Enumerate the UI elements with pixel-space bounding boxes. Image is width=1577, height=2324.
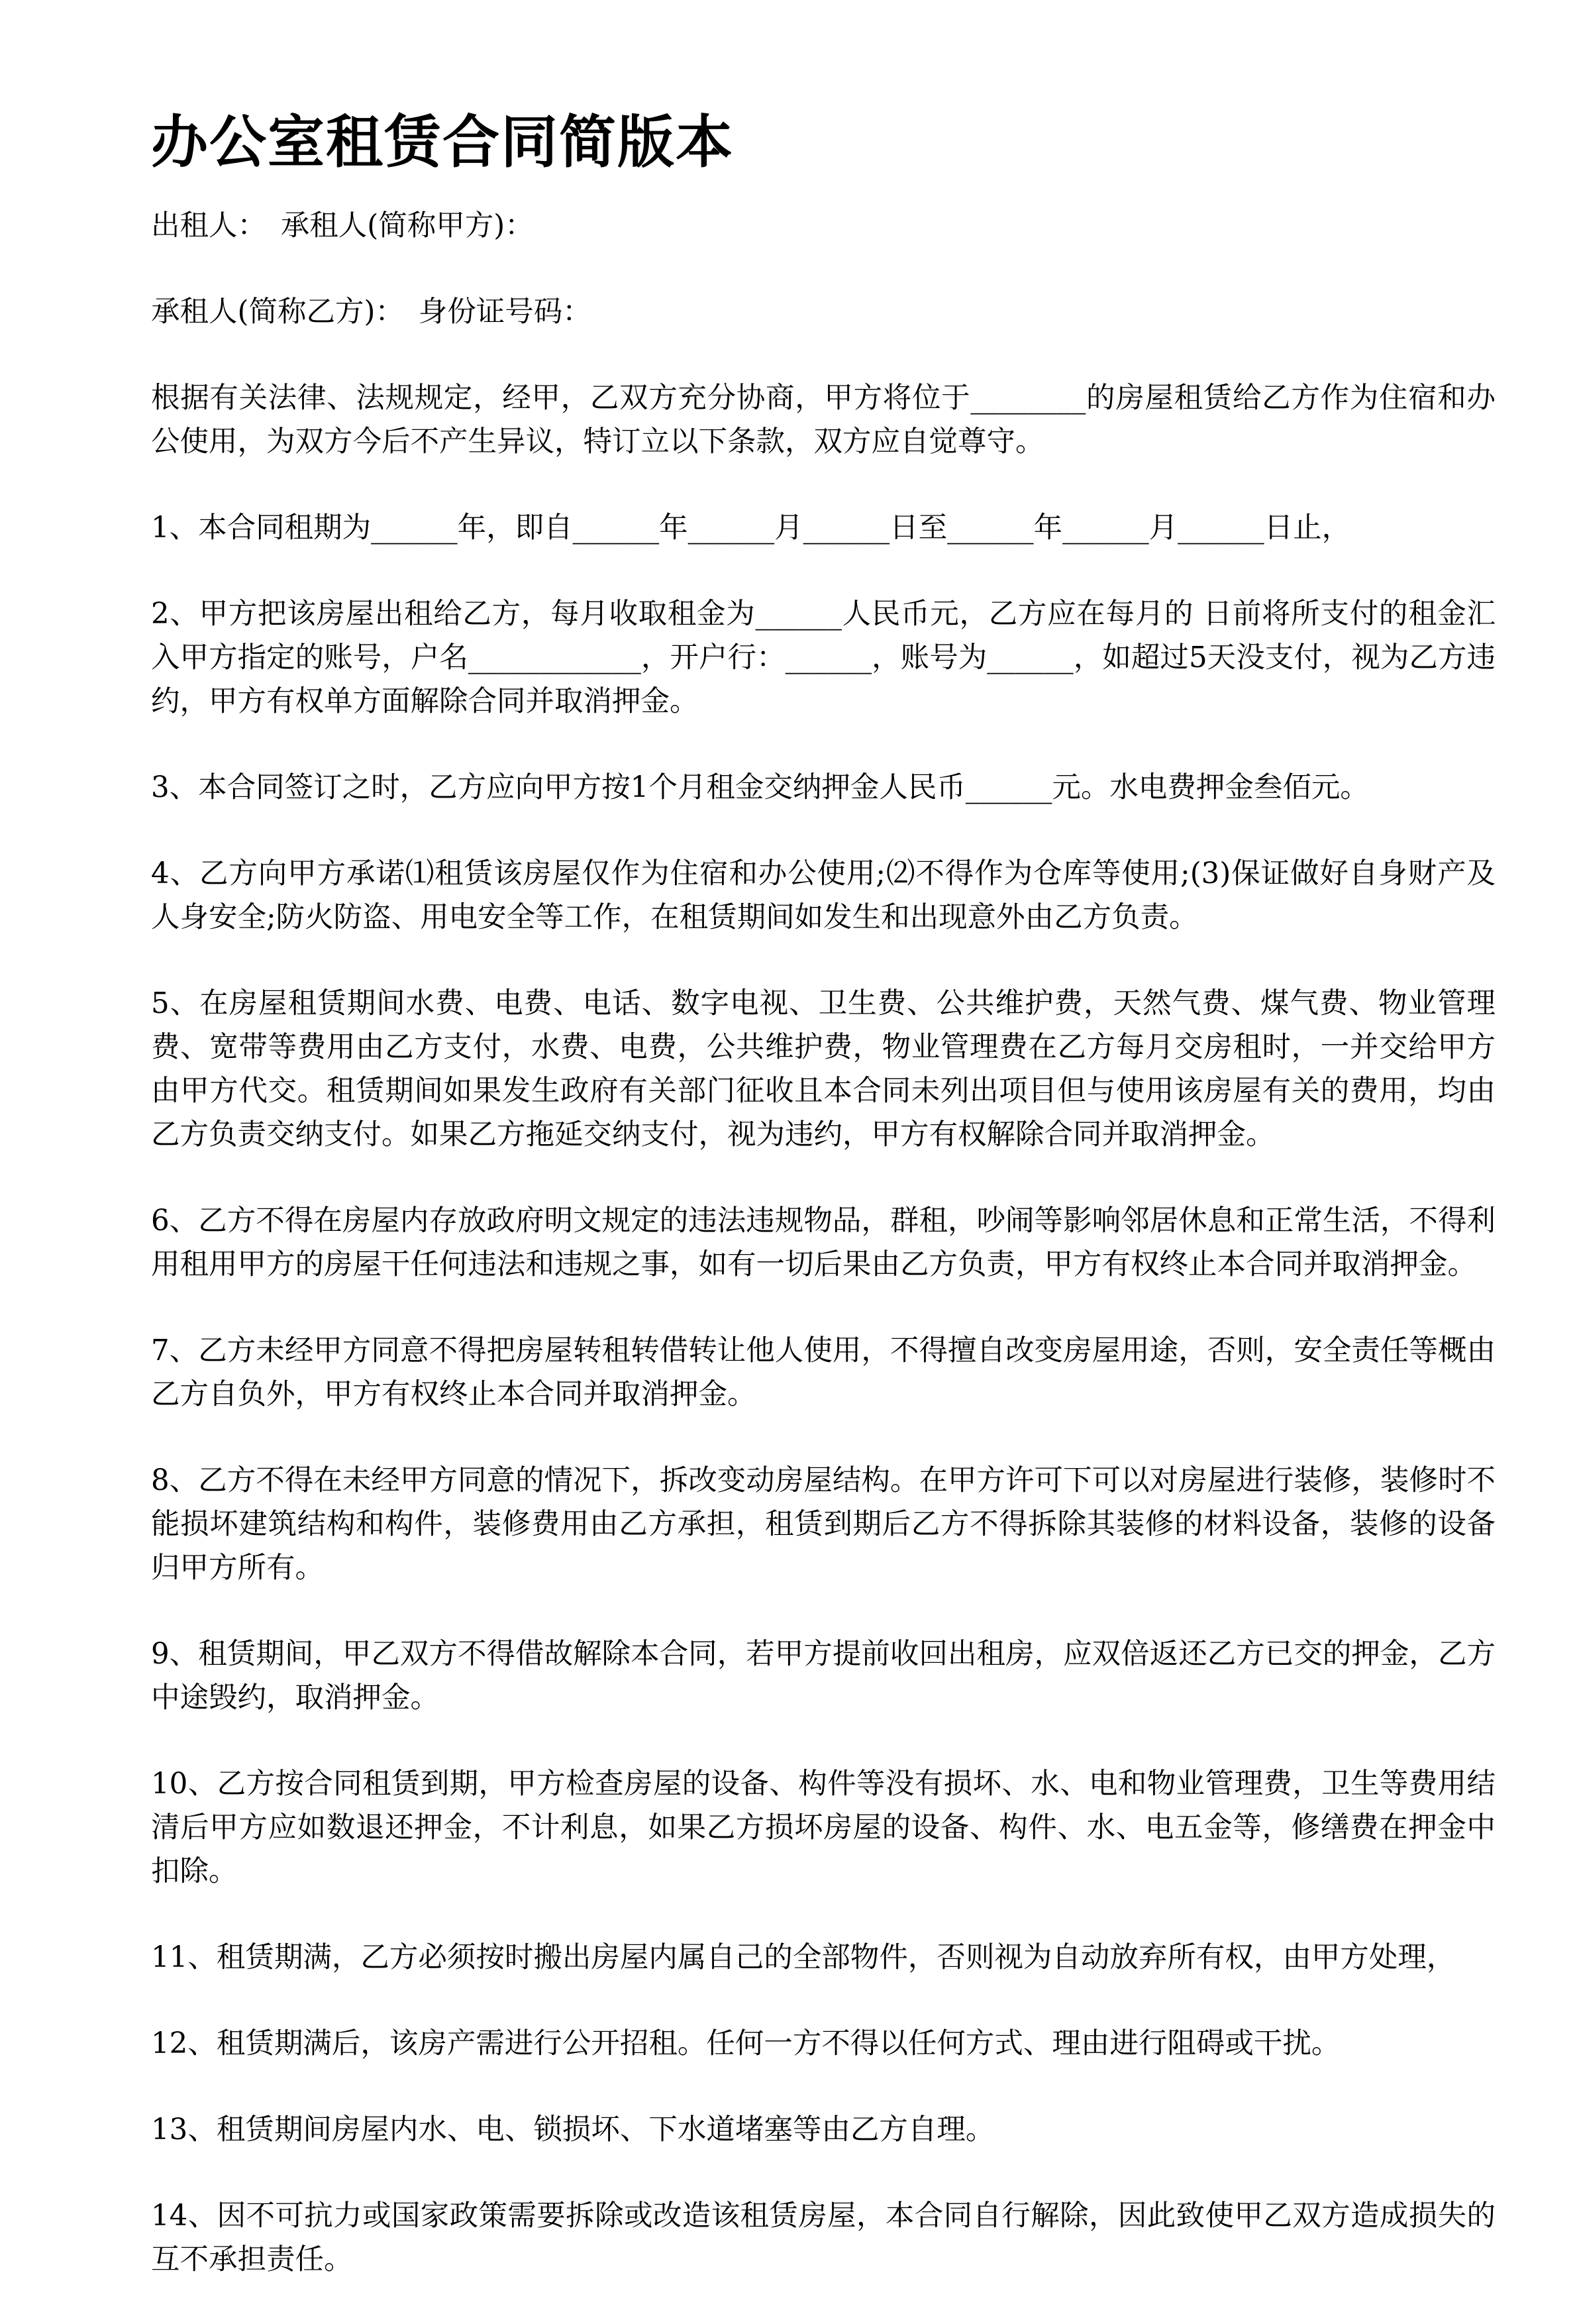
preamble-paragraph: 根据有关法律、法规规定，经甲，乙双方充分协商，甲方将位于________的房屋租赁给乙方作为住宿和办公使用，为双方今后不产生异议，特订立以下条款，双方应自觉尊守。 [151, 382, 1496, 458]
clause-7: 7、乙方未经甲方同意不得把房屋转租转借转让他人使用，不得擅自改变房屋用途，否则，安全责任等概由乙方自负外，甲方有权终止本合同并取消押金。 [151, 1334, 1496, 1411]
clause-1: 1、本合同租期为______年，即自______年______月______日至______年______月______日止， [151, 511, 1351, 545]
document-title: 办公室租赁合同简版本 [151, 109, 734, 176]
clause-3: 3、本合同签订之时，乙方应向甲方按1个月租金交纳押金人民币______元。水电费押金叁佰元。 [151, 771, 1369, 804]
clause-8: 8、乙方不得在未经甲方同意的情况下，拆改变动房屋结构。在甲方许可下可以对房屋进行装修，装修时不能损坏建筑结构和构件，装修费用由乙方承担，租赁到期后乙方不得拆除其装修的材料设备，装修的设备归甲方所有。 [151, 1464, 1496, 1585]
clause-6: 6、乙方不得在房屋内存放政府明文规定的违法违规物品，群租，吵闹等影响邻居休息和正常生活，不得利用租用甲方的房屋干任何违法和违规之事，如有一切后果由乙方负责，甲方有权终止本合同并取消押金。 [151, 1204, 1496, 1281]
lessor-line: 出租人： 承租人(简称甲方)： [151, 209, 534, 242]
document-page [151, 106, 1496, 2324]
clause-14: 14、因不可抗力或国家政策需要拆除或改造该租赁房屋，本合同自行解除，因此致使甲乙双方造成损失的互不承担责任。 [151, 2199, 1496, 2276]
clause-4: 4、乙方向甲方承诺⑴租赁该房屋仅作为住宿和办公使用;⑵不得作为仓库等使用;(3)保证做好自身财产及人身安全;防火防盗、用电安全等工作，在租赁期间如发生和出现意外由乙方负责。 [151, 857, 1496, 934]
clause-12: 12、租赁期满后，该房产需进行公开招租。任何一方不得以任何方式、理由进行阻碍或干扰。 [151, 2027, 1341, 2060]
lessee-line: 承租人(简称乙方)： 身份证号码： [151, 295, 591, 329]
clause-10: 10、乙方按合同租赁到期，甲方检查房屋的设备、构件等没有损坏、水、电和物业管理费，卫生等费用结清后甲方应如数退还押金，不计利息，如果乙方损坏房屋的设备、构件、水、电五金等，修缮费在押金中扣除。 [151, 1768, 1496, 1888]
clause-5: 5、在房屋租赁期间水费、电费、电话、数字电视、卫生费、公共维护费，天然气费、煤气费、物业管理费、宽带等费用由乙方支付，水费、电费，公共维护费，物业管理费在乙方每月交房租时，一并交给甲方由甲方代交。租赁期间如果发生政府有关部门征收且本合同未列出项目但与使用该房屋有关的费用，均由乙方负责交纳支付。如果乙方拖延交纳支付，视为违约，甲方有权解除合同并取消押金。 [151, 987, 1496, 1151]
clause-2: 2、甲方把该房屋出租给乙方，每月收取租金为______人民币元，乙方应在每月的 日前将所支付的租金汇入甲方指定的账号，户名____________，开户行：______，账号为______，如超过5天没支付，视为乙方违约，甲方有权单方面解除合同并取消押金。 [151, 598, 1496, 718]
clause-13: 13、租赁期间房屋内水、电、锁损坏、下水道堵塞等由乙方自理。 [151, 2113, 995, 2146]
clause-9: 9、租赁期间，甲乙双方不得借故解除本合同，若甲方提前收回出租房，应双倍返还乙方已交的押金，乙方中途毁约，取消押金。 [151, 1638, 1496, 1715]
clause-11: 11、租赁期满，乙方必须按时搬出房屋内属自己的全部物件，否则视为自动放弃所有权，由甲方处理， [151, 1941, 1456, 1974]
